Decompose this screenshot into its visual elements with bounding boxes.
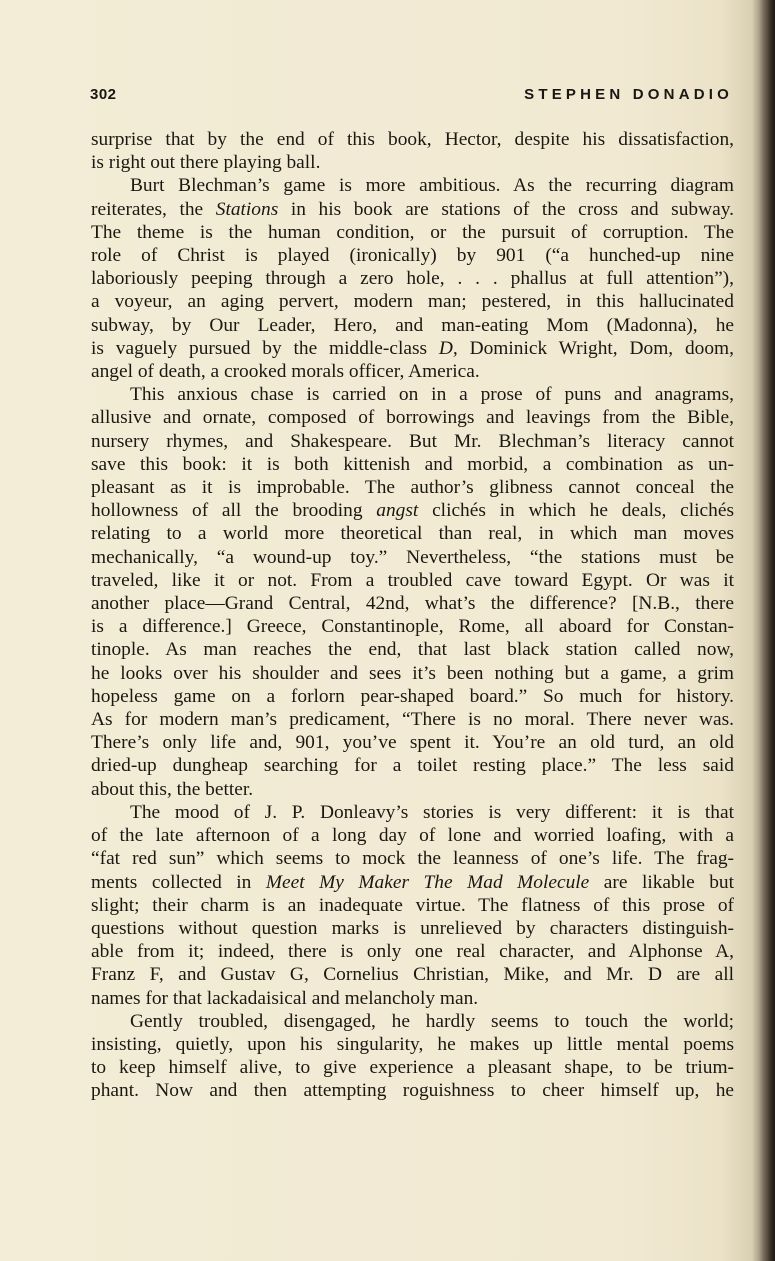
text-line: a voyeur, an aging pervert, modern man; pestered, in this hallucinated [91,291,734,313]
text-line: The mood of J. P. Donleavy’s stories is very different: it is that [130,801,734,823]
text-span: ments collected in [91,871,266,893]
text-line: laboriously peeping through a zero hole, . . . phallus at full attention”), [91,268,734,290]
text-line: insisting, quietly, upon his singularity, he makes up little mental poems [91,1033,734,1055]
text-line: to keep himself alive, to give experience a pleasant shape, to be trium- [91,1057,734,1079]
text-line: able from it; indeed, there is only one real character, and Alphonse A, [91,941,734,963]
text-line: dried-up dungheap searching for a toilet resting place.” The less said [91,755,734,777]
text-line [91,871,734,894]
text-line [91,337,734,360]
text-line: hopeless game on a forlorn pear-shaped board.” So much for history. [91,685,734,707]
page-edge-shadow [759,0,775,1261]
text-span: clichés in which he deals, clichés [418,500,734,522]
text-line: role of Christ is played (ironically) by 901 (“a hunched-up nine [91,245,734,267]
page-header [90,86,733,108]
text-line: Burt Blechman’s game is more ambitious. As the recurring diagram [130,175,734,197]
text-span: in his book are stations of the cross and subway. [278,198,734,220]
text-line: phant. Now and then attempting roguishness to cheer himself up, he [91,1080,734,1102]
text-line: This anxious chase is carried on in a prose of puns and anagrams, [130,384,734,406]
text-span: Dominick Wright, Dom, doom, [457,337,734,359]
text-line: is a difference.] Greece, Constantinople, Rome, all aboard for Constan- [91,616,734,638]
text-line: There’s only life and, 901, you’ve spent it. You’re an old turd, an old [91,732,734,754]
text-line: another place—Grand Central, 42nd, what’s the difference? [N.B., there [91,593,734,615]
text-line: surprise that by the end of this book, Hector, despite his dissatisfaction, [91,129,734,150]
text-span: hollowness of all the brooding [91,500,377,522]
text-line: tinople. As man reaches the end, that last black station called now, [91,639,734,661]
text-line: traveled, like it or not. From a troubled cave toward Egypt. Or was it [91,569,734,591]
text-line: save this book: it is both kittenish and morbid, a combination as un- [91,453,734,475]
text-line: names for that lackadaisical and melancholy man. [91,987,479,1009]
text-line: is right out there playing ball. [91,152,321,174]
text-line [91,198,734,221]
text-line: allusive and ornate, composed of borrowings and leavings from the Bible, [91,407,734,429]
text-line: “fat red sun” which seems to mock the leanness of one’s life. The frag- [91,848,734,870]
text-line: questions without question marks is unrelieved by characters distinguish- [91,917,734,939]
running-head: STEPHEN DONADIO [524,86,733,103]
page-number: 302 [90,86,117,103]
text-line: The theme is the human condition, or the pursuit of corruption. The [91,221,734,243]
text-line: As for modern man’s predicament, “There is no moral. There never was. [91,709,734,731]
text-line: of the late afternoon of a long day of lone and worried loafing, with a [91,825,734,847]
italic-text: angst [376,500,419,522]
text-line: nursery rhymes, and Shakespeare. But Mr. Blechman’s literacy cannot [91,430,734,452]
body-text [91,128,734,1103]
text-span: is vaguely pursued by the middle-class [91,337,439,359]
text-line: he looks over his shoulder and sees it’s been nothing but a game, a grim [91,662,734,684]
italic-text: D, [438,337,458,359]
italic-title: Stations [215,198,279,220]
text-span: reiterates, the [91,198,216,220]
text-line: pleasant as it is improbable. The author’s glibness cannot conceal the [91,477,734,499]
text-line: slight; their charm is an inadequate virtue. The flatness of this prose of [91,894,734,916]
text-line: about this, the better. [91,778,254,800]
text-span: are likable but [589,871,734,893]
text-line: Gently troubled, disengaged, he hardly seems to touch the world; [130,1010,734,1032]
italic-title: Meet My Maker The Mad Molecule [265,871,590,893]
text-line: relating to a world more theoretical than real, in which man moves [91,523,734,545]
text-line: subway, by Our Leader, Hero, and man-eating Mom (Madonna), he [91,314,734,336]
text-line: mechanically, “a wound-up toy.” Nevertheless, “the stations must be [91,546,734,568]
text-line: angel of death, a crooked morals officer, America. [91,361,480,383]
text-line [91,499,734,522]
text-line: Franz F, and Gustav G, Cornelius Christian, Mike, and Mr. D are all [91,964,734,986]
